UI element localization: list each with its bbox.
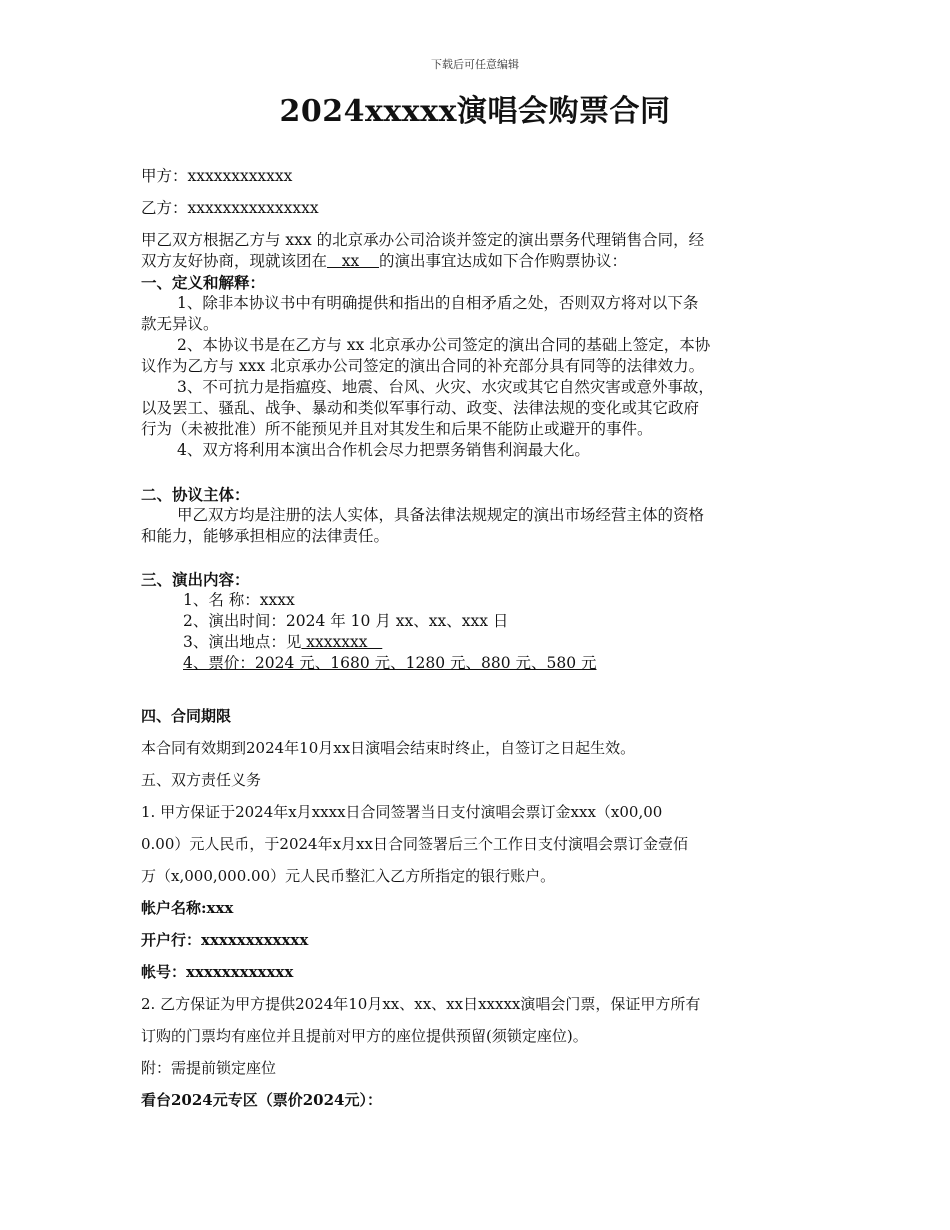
s2-line2: 和能力，能够承担相应的法律责任。 bbox=[141, 527, 390, 545]
s1-item2-line2: 议作为乙方与 xxx 北京承办公司签定的演出合同的补充部分具有同等的法律效力。 bbox=[141, 357, 705, 375]
s1-item3-line1: 3、不可抗力是指瘟疫、地震、台风、火灾、水灾或其它自然灾害或意外事故， bbox=[177, 378, 714, 396]
s4-text: 本合同有效期到2024年10月xx日演唱会结束时终止，自签订之日起生效。 bbox=[141, 739, 636, 757]
s3-item-price: 4、票价：2024 元、1680 元、1280 元、880 元、580 元 bbox=[183, 654, 597, 672]
s3-item-venue bbox=[183, 632, 863, 653]
header-note: 下载后可任意编辑 bbox=[431, 58, 519, 71]
s5-item1-line1: 1. 甲方保证于2024年x月xxxx日合同签署当日支付演唱会票订金xxx（x00,00 bbox=[141, 803, 663, 821]
party-b: 乙方：xxxxxxxxxxxxxxx bbox=[141, 199, 319, 217]
s1-item3-line2: 以及罢工、骚乱、战争、暴动和类似军事行动、政变、法律法规的变化或其它政府 bbox=[141, 399, 700, 417]
s1-item4: 4、双方将利用本演出合作机会尽力把票务销售利润最大化。 bbox=[177, 441, 590, 459]
s1-item1-line2: 款无异议。 bbox=[141, 315, 219, 333]
ticket-zone-heading: 看台2024元专区（票价2024元）： bbox=[141, 1091, 382, 1109]
section-3-title: 三、演出内容： bbox=[141, 570, 250, 589]
section-2-title: 二、协议主体： bbox=[141, 485, 250, 504]
party-a: 甲方：xxxxxxxxxxxx bbox=[141, 167, 293, 185]
attachment-note: 附：需提前锁定座位 bbox=[141, 1059, 277, 1077]
s3-item-name: 1、名 称：xxxx bbox=[183, 591, 295, 609]
s1-item3-line3: 行为（未被批准）所不能预见并且对其发生和后果不能防止或避开的事件。 bbox=[141, 420, 653, 438]
s4-title-text: 四、合同期限 bbox=[141, 707, 232, 725]
intro-text-a: 双方友好协商，现就该团在 bbox=[141, 252, 328, 270]
intro-blank: xx bbox=[327, 252, 379, 270]
s5-item1-line3: 万（x,000,000.00）元人民币整汇入乙方所指定的银行账户。 bbox=[141, 867, 556, 885]
venue-blank: xxxxxxx bbox=[301, 633, 383, 651]
intro-line-1: 甲乙双方根据乙方与 xxx 的北京承办公司洽谈并签定的演出票务代理销售合同，经 bbox=[141, 231, 705, 249]
account-number: 帐号：xxxxxxxxxxxx bbox=[141, 963, 294, 981]
s5-item1-line2: 0.00）元人民币，于2024年x月xx日合同签署后三个工作日支付演唱会票订金壹佰 bbox=[141, 835, 688, 853]
intro-text-b: 的演出事宜达成如下合作购票协议： bbox=[379, 252, 628, 270]
s2-line1: 甲乙双方均是注册的法人实体，具备法律法规规定的演出市场经营主体的资格 bbox=[177, 506, 705, 524]
s1-item2-line1: 2、本协议书是在乙方与 xx 北京承办公司签定的演出合同的基础上签定，本协 bbox=[177, 336, 711, 354]
s5-item2-line2: 订购的门票均有座位并且提前对甲方的座位提供预留(须锁定座位)。 bbox=[141, 1027, 588, 1045]
s3-item-time: 2、演出时间：2024 年 10 月 xx、xx、xxx 日 bbox=[183, 612, 509, 630]
bank-name: 开户行：xxxxxxxxxxxx bbox=[141, 931, 309, 949]
venue-label: 3、演出地点：见 bbox=[183, 633, 302, 651]
s5-item2-line1: 2. 乙方保证为甲方提供2024年10月xx、xx、xx日xxxxx演唱会门票，保证甲方所有 bbox=[141, 995, 701, 1013]
intro-line-2 bbox=[141, 251, 821, 272]
section-4-title bbox=[141, 706, 821, 727]
account-name: 帐户名称:xxx bbox=[141, 899, 234, 917]
document-title: 2024xxxxx演唱会购票合同 bbox=[279, 94, 671, 129]
section-1-title: 一、定义和解释： bbox=[141, 273, 266, 292]
section-5-title: 五、双方责任义务 bbox=[141, 771, 262, 789]
s1-item1-line1: 1、除非本协议书中有明确提供和指出的自相矛盾之处，否则双方将对以下条 bbox=[177, 294, 699, 312]
